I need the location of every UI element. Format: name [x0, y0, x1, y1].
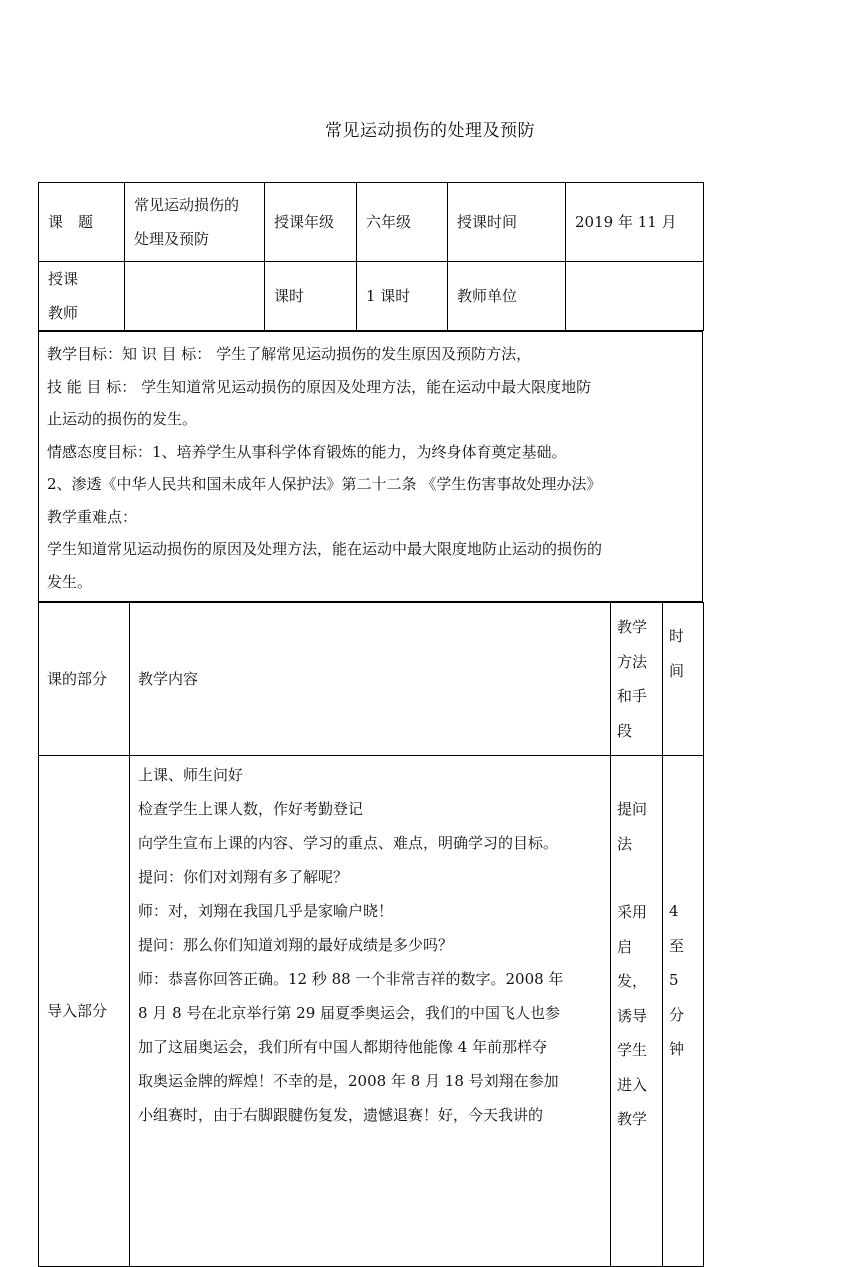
time-line: 分: [669, 1005, 685, 1024]
content-line: 8 月 8 号在北京举行第 29 届夏季奥运会，我们的中国飞人也参: [138, 1004, 561, 1022]
topic-line-2: 处理及预防: [134, 230, 210, 248]
method-line: 诱导: [617, 1006, 648, 1025]
label-topic: 课 题: [39, 183, 125, 262]
content-line: 检查学生上课人数，作好考勤登记: [138, 800, 364, 818]
teaching-time-value: 2019 年 11 月: [566, 183, 704, 262]
method-line: 发，: [617, 972, 648, 990]
lesson-info-table: [38, 182, 704, 331]
header-method-line: 方法: [617, 652, 648, 671]
intro-part-label: 导入部分: [39, 756, 130, 1267]
topic-value: [125, 183, 265, 262]
method-line: 进入: [617, 1075, 648, 1094]
goals-line-5: 2、渗透《中华人民共和国未成年人保护法》第二十二条 《学生伤害事故处理办法》: [47, 475, 602, 493]
method-line: 学生: [617, 1041, 648, 1059]
time-line: 4: [669, 902, 679, 920]
header-method-line: 段: [617, 721, 633, 740]
time-line: 至: [669, 936, 685, 955]
method-line: 采用: [617, 903, 648, 921]
teaching-goals-block: [38, 330, 703, 602]
goals-line-4: 情感态度目标：1、培养学生从事科学体育锻炼的能力，为终身体育奠定基础。: [47, 442, 567, 461]
label-grade: 授课年级: [265, 183, 357, 262]
header-time-line: 时: [669, 627, 685, 645]
content-line: 小组赛时，由于右脚跟腱伤复发，遗憾退赛！好，今天我讲的: [138, 1106, 544, 1124]
header-part: 课的部分: [39, 603, 130, 756]
intro-content: [130, 756, 611, 1267]
header-method-line: 教学: [617, 618, 648, 636]
header-method-line: 和手: [617, 687, 648, 705]
goals-line-6: 教学重难点：: [47, 507, 138, 526]
label-teacher: [39, 262, 125, 331]
method-line: 启: [617, 937, 633, 956]
goals-line-8: 发生。: [47, 572, 93, 591]
teacher-value: [125, 262, 265, 331]
intro-method: [611, 756, 663, 1267]
label-teacher-line-2: 教师: [48, 304, 79, 322]
goals-line-7: 学生知道常见运动损伤的原因及处理方法，能在运动中最大限度地防止运动的损伤的: [47, 540, 603, 558]
time-line: 钟: [669, 1040, 685, 1058]
topic-line-1: 常见运动损伤的: [134, 196, 240, 214]
method-line: 教学: [617, 1110, 648, 1128]
content-line: 提问：那么你们知道刘翔的最好成绩是多少吗？: [138, 936, 454, 954]
header-content: 教学内容: [130, 603, 611, 756]
label-hours: 课时: [265, 262, 357, 331]
content-line: 向学生宣布上课的内容、学习的重点、难点，明确学习的目标。: [138, 834, 559, 852]
goals-line-2: 技 能 目 标： 学生知道常见运动损伤的原因及处理方法，能在运动中最大限度地防: [47, 377, 592, 396]
content-line: 师：对，刘翔在我国几乎是家喻户晓！: [138, 902, 394, 920]
hours-value: 1 课时: [357, 262, 448, 331]
goals-line-1: 教学目标：知 识 目 标： 学生了解常见运动损伤的发生原因及预防方法，: [47, 345, 532, 363]
content-line: 提问：你们对刘翔有多了解呢？: [138, 868, 349, 886]
grade-value: 六年级: [357, 183, 448, 262]
goals-line-3: 止运动的损伤的发生。: [47, 410, 198, 428]
header-time-line: 间: [669, 661, 685, 680]
time-line: 5: [669, 971, 679, 989]
method-line: 法: [617, 834, 633, 853]
content-line: 取奥运金牌的辉煌！不幸的是，2008 年 8 月 18 号刘翔在参加: [138, 1072, 559, 1090]
label-teacher-unit: 教师单位: [448, 262, 566, 331]
teacher-unit-value: [566, 262, 704, 331]
lesson-plan-table: [38, 602, 704, 1267]
header-time: [663, 603, 704, 756]
document-title: 常见运动损伤的处理及预防: [325, 121, 535, 141]
content-line: 师：恭喜你回答正确。12 秒 88 一个非常吉祥的数字。2008 年: [138, 970, 564, 988]
method-line: 提问: [617, 800, 648, 818]
intro-time: [663, 756, 704, 1267]
label-teaching-time: 授课时间: [448, 183, 566, 262]
header-method: [611, 603, 663, 756]
method-spacer: [617, 861, 656, 895]
content-line: 加了这届奥运会，我们所有中国人都期待他能像 4 年前那样夺: [138, 1038, 548, 1056]
content-line: 上课、师生问好: [138, 766, 244, 784]
label-teacher-line-1: 授课: [48, 270, 79, 288]
